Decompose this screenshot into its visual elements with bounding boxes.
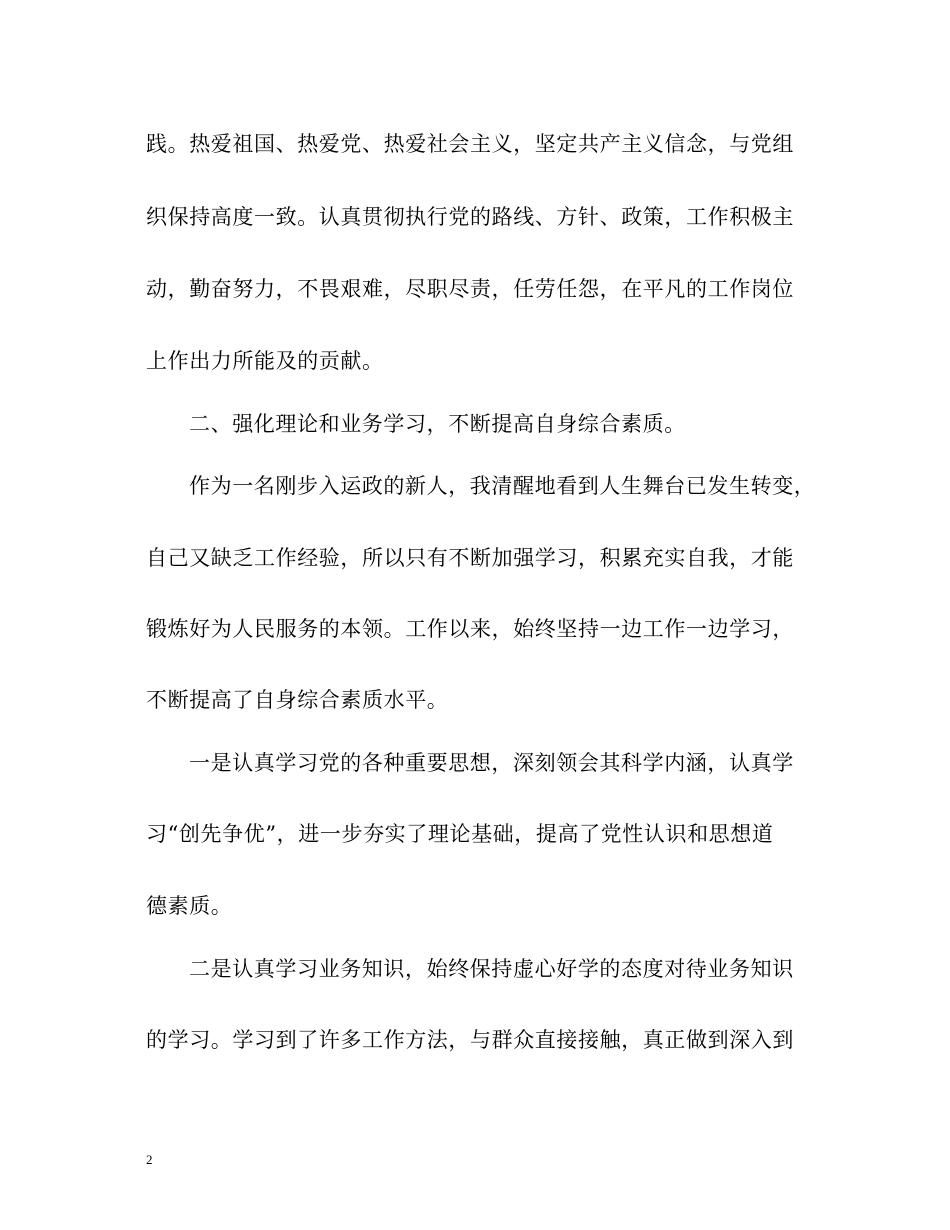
section-heading: 二、强化理论和业务学习，不断提高自身综合素质。	[189, 412, 686, 436]
text-line: 习“创先争优”，进一步夯实了理论基础，提高了党性认识和思想道	[146, 822, 774, 846]
text-line: 织保持高度一致。认真贯彻执行党的路线、方针、政策，工作积极主	[146, 205, 794, 229]
text-line: 动，勤奋努力，不畏艰难，尽职尽责，任劳任怨，在平凡的工作岗位	[146, 277, 794, 301]
text-line: 上作出力所能及的贡献。	[146, 349, 384, 373]
text-line: 践。热爱祖国、热爱党、热爱社会主义，坚定共产主义信念，与党组	[146, 132, 794, 156]
text-line: 作为一名刚步入运政的新人，我清醒地看到人生舞台已发生转变，	[189, 474, 816, 498]
page-number: 2	[146, 1152, 153, 1167]
text-line: 自己又缺乏工作经验，所以只有不断加强学习，积累充实自我，才能	[146, 546, 794, 570]
text-line: 锻炼好为人民服务的本领。工作以来，始终坚持一边工作一边学习，	[146, 617, 794, 641]
text-line: 不断提高了自身综合素质水平。	[146, 688, 449, 712]
text-line: 德素质。	[146, 894, 233, 918]
text-line: 一是认真学习党的各种重要思想，深刻领会其科学内涵，认真学	[189, 751, 794, 775]
text-line: 二是认真学习业务知识，始终保持虚心好学的态度对待业务知识	[189, 957, 794, 981]
text-line: 的学习。学习到了许多工作方法，与群众直接接触，真正做到深入到	[146, 1028, 794, 1052]
